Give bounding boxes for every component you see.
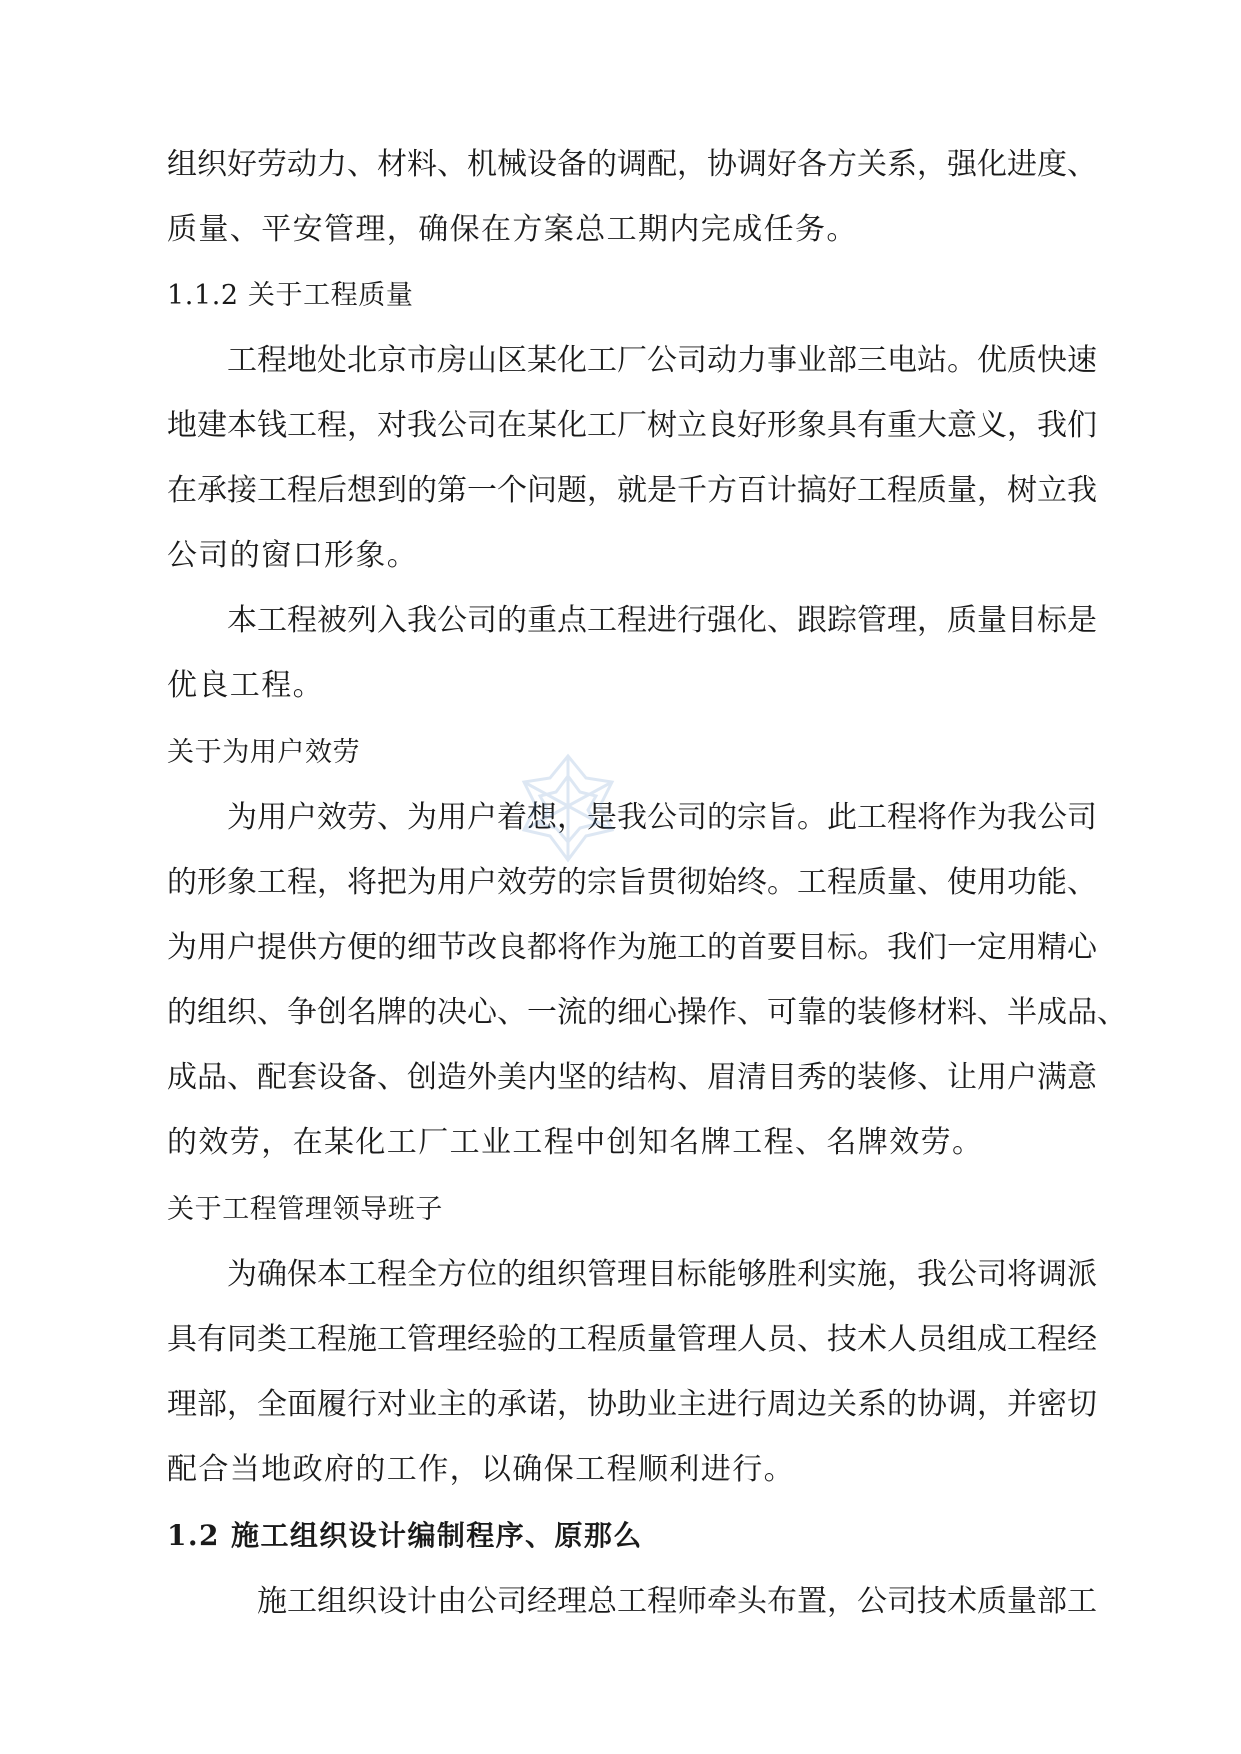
paragraph-line: 公司的窗口形象。 — [167, 538, 419, 573]
section-heading-1-2: 1.2 施工组织设计编制程序、原那么 — [167, 1519, 643, 1552]
paragraph-line: 成品、配套设备、创造外美内坚的结构、眉清目秀的装修、让用户满意 — [167, 1060, 1097, 1095]
paragraph-line: 本工程被列入我公司的重点工程进行强化、跟踪管理，质量目标是 — [227, 603, 1097, 638]
paragraph-line: 为用户效劳、为用户着想，是我公司的宗旨。此工程将作为我公司 — [227, 800, 1097, 835]
paragraph-line: 在承接工程后想到的第一个问题，就是千方百计搞好工程质量，树立我 — [167, 473, 1097, 508]
paragraph-line: 为用户提供方便的细节改良都将作为施工的首要目标。我们一定用精心 — [167, 930, 1097, 965]
paragraph-line: 优良工程。 — [167, 668, 324, 703]
paragraph-line: 理部，全面履行对业主的承诺，协助业主进行周边关系的协调，并密切 — [167, 1387, 1097, 1422]
section-heading-1-1-2: 1.1.2 关于工程质量 — [167, 280, 414, 311]
paragraph-line: 为确保本工程全方位的组织管理目标能够胜利实施，我公司将调派 — [227, 1257, 1097, 1292]
section-heading-user-service: 关于为用户效劳 — [167, 737, 361, 768]
paragraph-line: 具有同类工程施工管理经验的工程质量管理人员、技术人员组成工程经 — [167, 1322, 1097, 1357]
paragraph-line: 施工组织设计由公司经理总工程师牵头布置，公司技术质量部工 — [257, 1584, 1097, 1619]
paragraph-line: 配合当地政府的工作，以确保工程顺利进行。 — [167, 1452, 795, 1487]
paragraph-line: 的组织、争创名牌的决心、一流的细心操作、可靠的装修材料、半成品、 — [167, 995, 1127, 1030]
paragraph-line: 地建本钱工程，对我公司在某化工厂树立良好形象具有重大意义，我们 — [167, 408, 1097, 443]
paragraph-line: 质量、平安管理，确保在方案总工期内完成任务。 — [167, 212, 858, 247]
paragraph-line: 的形象工程，将把为用户效劳的宗旨贯彻始终。工程质量、使用功能、 — [167, 865, 1097, 900]
paragraph-line: 的效劳，在某化工厂工业工程中创知名牌工程、名牌效劳。 — [167, 1125, 984, 1160]
paragraph-line: 组织好劳动力、材料、机械设备的调配，协调好各方关系，强化进度、 — [167, 147, 1097, 182]
section-heading-leadership: 关于工程管理领导班子 — [167, 1194, 443, 1225]
watermark-logo-icon — [508, 748, 628, 868]
paragraph-line: 工程地处北京市房山区某化工厂公司动力事业部三电站。优质快速 — [227, 343, 1097, 378]
